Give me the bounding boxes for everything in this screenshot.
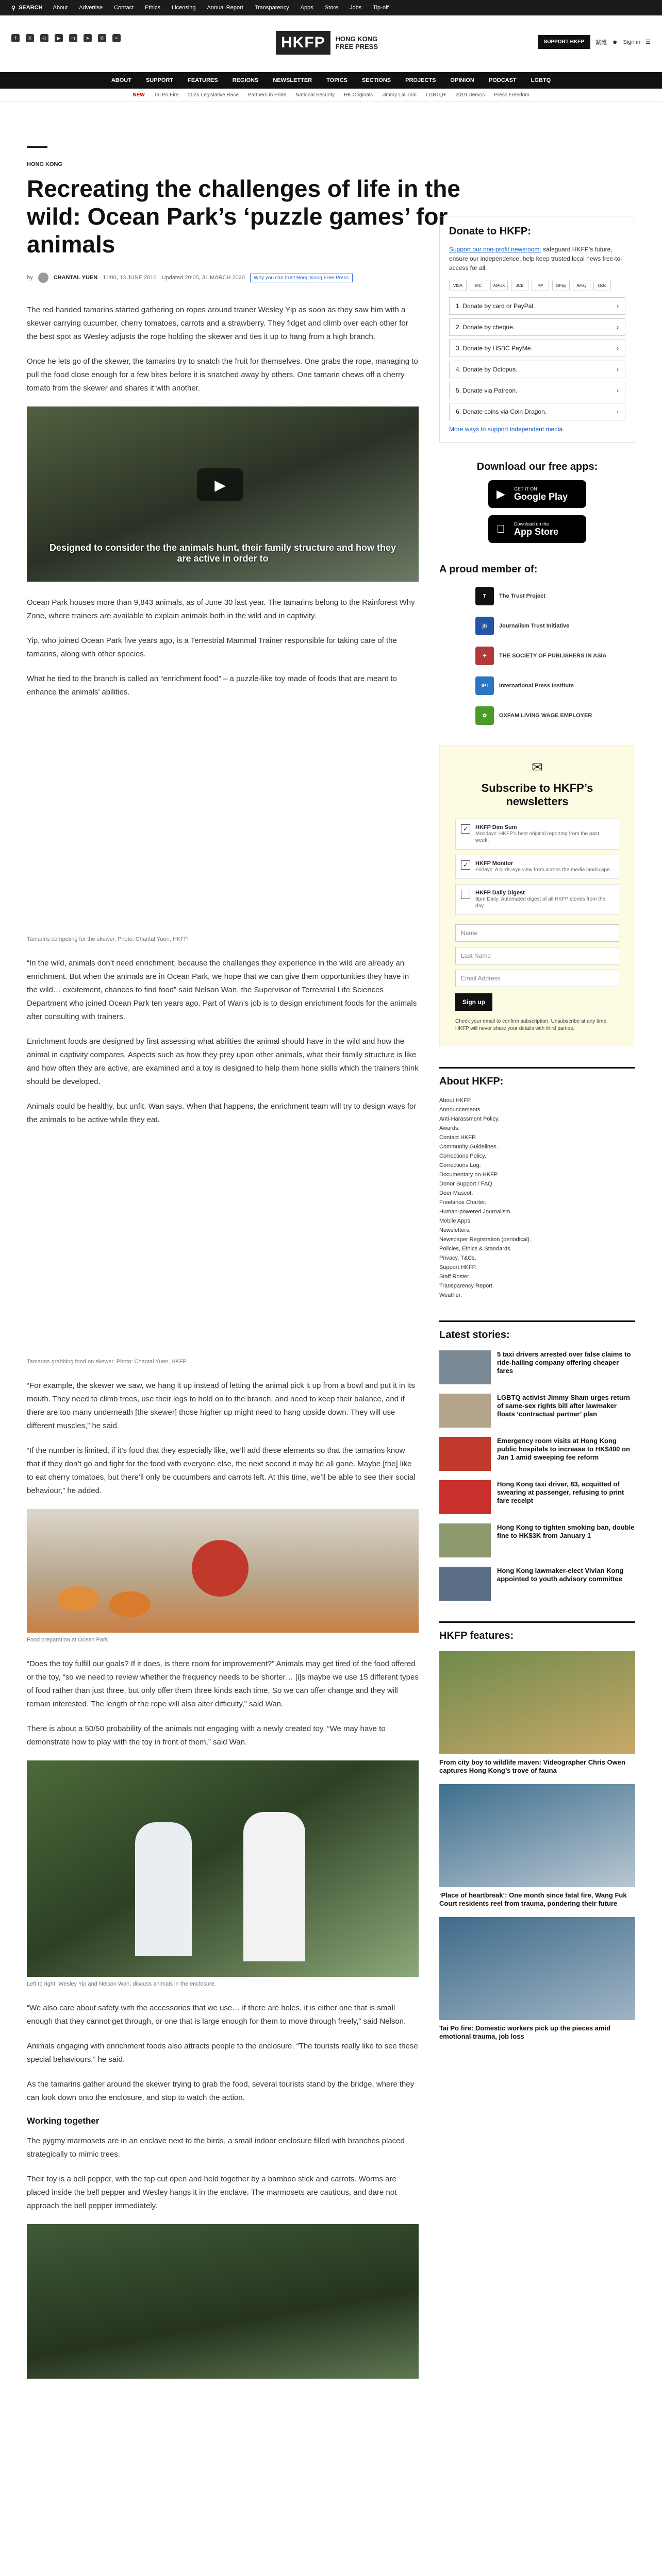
paragraph: Yip, who joined Ocean Park five years ago, is a Terrestrial Mammal Trainer responsible for taking care of the tamarins, along with other species.	[27, 636, 397, 658]
photo-tamarins-2	[27, 1138, 419, 1354]
about-link[interactable]: About HKFP.	[439, 1097, 472, 1104]
paypal-icon: PP	[532, 280, 549, 291]
photo-food-prep	[27, 1509, 419, 1633]
paragraph: “In the wild, animals don’t need enrichment, because the challenges they experience in the wild are already an enrichment. But when the animals are in Ocean Park, we hope that we can give them opportunities they have in the wild… excitement, chances to find food” said Nelson Wan, the Supervisor of Terrestrial Life Sciences Department who joined Ocean Park ten years ago. Part of Wan’s job is to design enrichment foods for the animals after consulting with trainers.	[27, 959, 417, 1021]
story-thumbnail	[439, 1480, 491, 1514]
nav-item[interactable]: TOPICS	[326, 77, 347, 83]
feature-item[interactable]: ‘Place of heartbreak’: One month since fatal fire, Wang Fuk Court residents reel from trauma, pondering their future	[439, 1784, 635, 1908]
mastercard-icon: MC	[470, 280, 487, 291]
signup-button[interactable]: Sign up	[455, 993, 492, 1011]
paragraph: Their toy is a bell pepper, with the top cut open and held together by a bamboo stick and carrots. Worms are placed inside the bell pepper and Wesley hangs it in the enclave. The marmosets are cautious, and dare not approach the bell pepper immediately.	[27, 2175, 397, 2210]
trending-link[interactable]: 2025 Legislative Race	[188, 92, 239, 98]
oxfam-icon: ✿	[475, 706, 494, 725]
first-name-input[interactable]: Name	[455, 924, 619, 942]
story-item[interactable]: Emergency room visits at Hong Kong public hospitals to increase to HK$400 on Jan 1 amid sweeping fee reform	[439, 1437, 635, 1471]
by-label: by	[27, 275, 33, 281]
about-link[interactable]: Newsletters.	[439, 1227, 471, 1233]
support-hkfp-button[interactable]: SUPPORT HKFP	[538, 35, 590, 49]
donate-box	[439, 216, 635, 443]
trending-link[interactable]: National Security	[295, 92, 335, 98]
donate-option[interactable]: 6. Donate coins via Coin Dragon. ›	[449, 403, 625, 420]
nav-item[interactable]: OPINION	[450, 77, 474, 83]
chevron-right-icon: ›	[617, 366, 619, 373]
search-button[interactable]: ⚲ SEARCH	[11, 5, 43, 11]
donate-option[interactable]: 1. Donate by card or PayPal. ›	[449, 297, 625, 315]
visa-icon: VISA	[449, 280, 467, 291]
trust-link[interactable]: Why you can trust Hong Kong Free Press	[250, 274, 353, 282]
paragraph: “If the number is limited, if it’s food that they especially like, we’ll add these elements so that the tamarins know that if they don’t go and fight for the food with everyone else, the next second it may be all gone. Maybe [the] like to eat cherry tomatoes, but there’ll only be cucumbers and carrots left. At this time, we’ll be able to see their social behaviour,” he added.	[27, 1446, 416, 1495]
feature-image	[439, 1917, 635, 2020]
story-item[interactable]: Hong Kong lawmaker-elect Vivian Kong appointed to youth advisory committee	[439, 1567, 635, 1601]
story-item[interactable]: LGBTQ activist Jimmy Sham urges return of same-sex rights bill after lawmaker floats ‘contractual partner’ plan	[439, 1394, 635, 1428]
about-link[interactable]: Anti-Harassment Policy.	[439, 1116, 500, 1122]
google-play-icon: ▶	[496, 487, 505, 500]
photo-caption: Left to right: Wesley Yip and Nelson Wan, discuss animals in the enclosure.	[27, 1981, 216, 1987]
nav-item[interactable]: PROJECTS	[405, 77, 436, 83]
instagram-icon[interactable]: ◎	[40, 34, 48, 42]
trust-project-icon: T	[475, 587, 494, 605]
photo-tamarins-1	[27, 710, 419, 932]
apps-box	[439, 461, 635, 543]
latest-title: Latest stories:	[439, 1320, 635, 1341]
member-logo[interactable]: jti Journalism Trust Initiative	[475, 617, 635, 635]
nav-item[interactable]: ABOUT	[111, 77, 131, 83]
latest-stories	[439, 1320, 635, 1601]
newsletter-option[interactable]: ✓ HKFP Monitor Fridays: A birds-eye view from across the media landscape.	[455, 855, 619, 879]
utility-link[interactable]: Tip-off	[373, 5, 389, 11]
trending-link[interactable]: 2019 Demos	[455, 92, 485, 98]
donate-option[interactable]: 5. Donate via Patreon. ›	[449, 382, 625, 399]
about-link[interactable]: Donor Support / FAQ.	[439, 1181, 494, 1187]
photo-caption: Tamarins grabbing food on skewer. Photo: Chantal Yuen, HKFP.	[27, 1359, 188, 1365]
user-icon[interactable]: ☻	[611, 39, 618, 45]
paragraph: Once he lets go of the skewer, the tamarins try to snatch the fruit for themselves. One grabs the rope, managing to pull the food close enough for a few bites before it is snatched away by others. One tamarin chews off a cherry tomato from the skewer and shares it with another.	[27, 357, 418, 393]
social-links	[11, 34, 121, 42]
utility-link[interactable]: Annual Report	[207, 5, 243, 11]
play-icon[interactable]: ▶	[197, 468, 243, 501]
about-link[interactable]: Staff Roster.	[439, 1274, 471, 1280]
amex-icon: AMEX	[490, 280, 508, 291]
donate-title: Donate to HKFP:	[449, 226, 531, 237]
chevron-right-icon: ›	[617, 387, 619, 394]
title-rule	[27, 146, 47, 148]
chevron-right-icon: ›	[617, 324, 619, 331]
trending-link[interactable]: Partners in Pride	[247, 92, 287, 98]
donate-option[interactable]: 2. Donate by cheque. ›	[449, 318, 625, 336]
utility-link[interactable]: Jobs	[350, 5, 362, 11]
paragraph: “Does the toy fulfill our goals? If it does, is there room for improvement?” Animals may get tired of the food offered or the toy, “so we need to review whether the frequency needs to be shorter… [i]s maybe we use 15 different types of food rather than just three, but only offer them three kinds each time. So we can offer change and they will remain interested. The length of the rope will also alter difficulty,” said Wan.	[27, 1659, 419, 1708]
about-link[interactable]: Newspaper Registration (periodical).	[439, 1236, 531, 1243]
photo-figure	[27, 2224, 419, 2379]
octopus-icon: Octo	[593, 280, 611, 291]
paragraph: What he tied to the branch is called an “enrichment food” – a puzzle-like toy made of foods that are meant to enhance the animals’ abilities.	[27, 674, 397, 697]
paragraph: The pygmy marmosets are in an enclave next to the birds, a small indoor enclosure filled with branches placed strategically to mimic trees.	[27, 2137, 405, 2159]
about-link[interactable]: Documentary on HKFP.	[439, 1172, 499, 1178]
nav-item[interactable]: NEWSLETTER	[273, 77, 312, 83]
utility-link[interactable]: Contact	[114, 5, 134, 11]
newsletter-option[interactable]: ✓ HKFP Dim Sum Mondays: HKFP’s best original reporting from the past week.	[455, 819, 619, 850]
section-subhead: Working together	[27, 2116, 100, 2126]
video-figure	[27, 406, 419, 582]
about-link[interactable]: Human-powered Journalism.	[439, 1209, 512, 1215]
logo-text: HONG KONG FREE PRESS	[335, 35, 378, 50]
paragraph: Animals could be healthy, but unfit. Wan says. When that happens, the enrichment team will try to design ways for the animals to be active while they eat.	[27, 1102, 417, 1124]
bowl-shape	[109, 1591, 151, 1617]
apps-title: Download our free apps:	[476, 461, 598, 472]
video-player[interactable]	[27, 406, 419, 582]
photo-figure	[27, 1509, 419, 1643]
about-box	[439, 1067, 635, 1300]
article-title: Recreating the challenges of life in the wild: Ocean Park’s ‘puzzle games’ for animals	[27, 175, 460, 258]
google-pay-icon: GPay	[552, 280, 570, 291]
photo-trainers	[27, 1760, 419, 1977]
feature-item[interactable]: Tai Po fire: Domestic workers pick up the pieces amid emotional trauma, job loss	[439, 1917, 635, 2041]
article-body	[27, 303, 419, 2379]
jcb-icon: JCB	[511, 280, 528, 291]
chevron-right-icon: ›	[617, 408, 619, 415]
about-title: About HKFP:	[439, 1067, 635, 1088]
trending-bar	[0, 89, 662, 102]
nav-item[interactable]: FEATURES	[188, 77, 218, 83]
about-link[interactable]: Announcements.	[439, 1107, 482, 1113]
utility-link[interactable]: Store	[324, 5, 339, 11]
trending-link[interactable]: Tai Po Fire	[154, 92, 179, 98]
site-logo[interactable]	[276, 31, 378, 55]
utility-link[interactable]: About	[53, 5, 68, 11]
feature-image	[439, 1651, 635, 1754]
x-icon[interactable]: X	[26, 34, 34, 42]
nav-item[interactable]: REGIONS	[232, 77, 259, 83]
paragraph: Animals engaging with enrichment foods also attracts people to the enclosure. “The tourists really like to see these special behaviours,” he said.	[27, 2042, 418, 2064]
trending-link[interactable]: Press Freedom	[494, 92, 529, 98]
photo-figure	[27, 1138, 419, 1365]
story-item[interactable]: Hong Kong taxi driver, 83, acquitted of swearing at passenger, refusing to print fare receipt	[439, 1480, 635, 1514]
donate-intro: Support our non-profit newsroom: safeguard HKFP’s future, ensure our independence, help keep trusted local news free-to-access for all.	[449, 246, 623, 272]
about-link[interactable]: Privacy, T&Cs.	[439, 1255, 476, 1261]
publish-date: 11:00, 13 JUNE 2010	[103, 275, 157, 281]
paragraph: As the tamarins gather around the skewer trying to grab the food, several tourists stand by the bridge, where they can look down onto the enclosure, and stop to watch the action.	[27, 2080, 415, 2102]
author-name[interactable]: CHANTAL YUEN	[53, 275, 98, 281]
author-avatar	[38, 273, 48, 283]
photo-caption: Food preparation at Ocean Park.	[27, 1637, 110, 1643]
member-logo[interactable]: T The Trust Project	[475, 587, 635, 605]
google-play-button[interactable]: ▶ GET IT ON Google Play	[488, 480, 586, 508]
about-link[interactable]: Corrections Log.	[439, 1162, 481, 1168]
jti-icon: jti	[475, 617, 494, 635]
app-store-button[interactable]: Download on the App Store	[488, 515, 586, 543]
nav-item[interactable]: PODCAST	[488, 77, 517, 83]
story-thumbnail	[439, 1567, 491, 1601]
paragraph: Ocean Park houses more than 9,843 animals, as of June 30 last year. The tamarins belong to the Rainforest Why Zone, where trainers are available to explain animals both in the wild and in captivity.	[27, 598, 415, 620]
utility-link[interactable]: Licensing	[172, 5, 196, 11]
page-wrap	[27, 146, 635, 2379]
apple-icon	[496, 522, 505, 536]
person-shape	[243, 1812, 305, 1961]
facebook-icon[interactable]: f	[11, 34, 20, 42]
story-thumbnail	[439, 1394, 491, 1428]
new-label: NEW	[133, 92, 145, 98]
masthead-actions	[538, 35, 651, 49]
sidebar	[439, 216, 635, 2041]
utility-link[interactable]: Advertise	[79, 5, 103, 11]
paragraph: “We also care about safety with the accessories that we use… if there are holes, it is either one that is small enough that they cannot get through, or one that is large enough for them to move through freely,” said Nelson.	[27, 2004, 406, 2026]
bell-pepper-shape	[192, 1540, 249, 1597]
trending-link[interactable]: Jimmy Lai Trial	[382, 92, 417, 98]
about-link[interactable]: Support HKFP.	[439, 1264, 477, 1270]
trending-link[interactable]: LGBTQ+	[425, 92, 446, 98]
donate-intro-link[interactable]: Support our non-profit newsroom:	[449, 246, 541, 253]
story-item[interactable]: Hong Kong to tighten smoking ban, double fine to HK$3K from January 1	[439, 1523, 635, 1557]
signin-link[interactable]: Sign in	[623, 39, 641, 45]
mail-icon: ✉	[532, 759, 543, 775]
top-utility-bar	[0, 0, 662, 15]
person-shape	[135, 1822, 192, 1956]
photo-marmosets	[27, 2224, 419, 2379]
linkedin-icon[interactable]: in	[69, 34, 77, 42]
features-title: HKFP features:	[439, 1621, 635, 1642]
newsletter-box	[439, 745, 635, 1046]
utility-links	[53, 5, 389, 11]
photo-figure	[27, 1760, 419, 1987]
logo-mark: HKFP	[276, 31, 330, 55]
about-link[interactable]: Deer Mascot.	[439, 1190, 473, 1196]
story-thumbnail	[439, 1350, 491, 1384]
about-link[interactable]: Awards.	[439, 1125, 460, 1131]
newsletter-option[interactable]: HKFP Daily Digest 9pm Daily: Automated digest of all HKFP stories from the day.	[455, 884, 619, 915]
member-logo[interactable]: IPI International Press Institute	[475, 676, 635, 695]
sopa-icon: ✦	[475, 647, 494, 665]
paragraph: “For example, the skewer we saw, we hang it up instead of letting the animal pick it up from a bowl and put it in its mouth. They need to climb trees, use their legs to hold on to the branch, and need to keep their balance, and if there are too many underneath [the skewer] those higher up might need to hang upside down. They will use different muscles,” he said.	[27, 1381, 415, 1430]
updated-date: Updated 20:05, 31 MARCH 2020	[161, 275, 245, 281]
article-category[interactable]: HONG KONG	[27, 161, 63, 167]
utility-link[interactable]: Apps	[300, 5, 313, 11]
masthead	[0, 15, 662, 72]
payment-icons	[449, 280, 625, 291]
about-link[interactable]: Policies, Ethics & Standards.	[439, 1246, 512, 1252]
story-thumbnail	[439, 1437, 491, 1471]
nav-item[interactable]: SUPPORT	[145, 77, 174, 83]
apple-pay-icon: APay	[573, 280, 590, 291]
about-link[interactable]: Weather.	[439, 1292, 462, 1298]
chevron-right-icon: ›	[617, 345, 619, 352]
telegram-icon[interactable]: ➤	[84, 34, 92, 42]
donate-option[interactable]: 3. Donate by HSBC PayMe. ›	[449, 340, 625, 357]
about-link[interactable]: Community Guidelines.	[439, 1144, 498, 1150]
whatsapp-icon[interactable]: ✆	[98, 34, 106, 42]
checkbox-checked[interactable]: ✓	[461, 860, 470, 870]
feature-image	[439, 1784, 635, 1887]
paragraph: The red handed tamarins started gathering on ropes around trainer Wesley Yip as soon as they saw him with a skewer carrying cucumber, cherry tomatoes, carrots and a strawberry. They fidget and climb over each other for the best spot as Wesley adjusts the rope holding the skewer and ties it up to hang from a high branch.	[27, 306, 408, 341]
feature-item[interactable]: From city boy to wildlife maven: Videographer Chris Owen captures Hong Kong’s trove of fauna	[439, 1651, 635, 1775]
bowl-shape	[58, 1586, 99, 1612]
member-logo[interactable]: ✿ OXFAM LIVING WAGE EMPLOYER	[475, 706, 635, 725]
about-link[interactable]: Freelance Charter.	[439, 1199, 487, 1206]
rss-icon[interactable]: ≈	[112, 34, 121, 42]
trending-link[interactable]: HK Originals	[343, 92, 373, 98]
paragraph: Enrichment foods are designed by first assessing what abilities the animal should have in the wild and how the animal in captivity compares. Aspects such as how they prey upon other animals, what their family structure is like and how often they are active, are examined and a toy is designed to help them hone skills which the trainers think should be developed.	[27, 1037, 419, 1086]
story-item[interactable]: 5 taxi drivers arrested over false claims to ride-hailing company offering cheaper fares	[439, 1350, 635, 1384]
utility-link[interactable]: Transparency	[254, 5, 289, 11]
menu-icon[interactable]: ☰	[646, 39, 651, 45]
photo-caption: Tamarins competing for the skewer. Photo: Chantal Yuen, HKFP.	[27, 936, 189, 942]
last-name-input[interactable]: Last Name	[455, 947, 619, 964]
email-input[interactable]: Email Address	[455, 970, 619, 987]
newsletter-fineprint: Check your email to confirm subscription. Unsubscribe at any time. HKFP will never share your details with third parties.	[455, 1019, 608, 1031]
search-icon: ⚲	[11, 5, 16, 11]
paragraph: There is about a 50/50 probability of the animals not engaging with a newly created toy. “We may have to demonstrate how to play with the toy in front of them,” said Wan.	[27, 1724, 386, 1747]
about-link[interactable]: Transparency Report.	[439, 1283, 494, 1289]
story-thumbnail	[439, 1523, 491, 1557]
newsletter-title: Subscribe to HKFP’s newsletters	[481, 782, 593, 808]
about-list	[439, 1096, 635, 1300]
members-title: A proud member of:	[439, 564, 538, 575]
donate-option[interactable]: 4. Donate by Octopus. ›	[449, 361, 625, 378]
main-nav	[0, 72, 662, 89]
more-ways-link[interactable]: More ways to support independent media.	[449, 426, 565, 433]
features-box	[439, 1621, 635, 2041]
ipi-icon: IPI	[475, 676, 494, 695]
youtube-icon[interactable]: ▶	[55, 34, 63, 42]
language-toggle[interactable]: 繁體	[595, 39, 607, 46]
about-link[interactable]: Mobile Apps.	[439, 1218, 472, 1224]
about-link[interactable]: Corrections Policy.	[439, 1153, 486, 1159]
nav-item[interactable]: LGBTQ	[531, 77, 551, 83]
photo-figure	[27, 710, 419, 942]
about-link[interactable]: Contact HKFP.	[439, 1134, 476, 1141]
nav-item[interactable]: SECTIONS	[361, 77, 391, 83]
checkbox-checked[interactable]: ✓	[461, 824, 470, 834]
members-box	[439, 564, 635, 725]
utility-link[interactable]: Ethics	[145, 5, 161, 11]
chevron-right-icon: ›	[617, 302, 619, 310]
member-logo[interactable]: ✦ THE SOCIETY OF PUBLISHERS IN ASIA	[475, 647, 635, 665]
checkbox-unchecked[interactable]	[461, 890, 470, 899]
video-subtitle: Designed to consider the the animals hunt, their family structure and how they are active in order to	[49, 543, 396, 564]
